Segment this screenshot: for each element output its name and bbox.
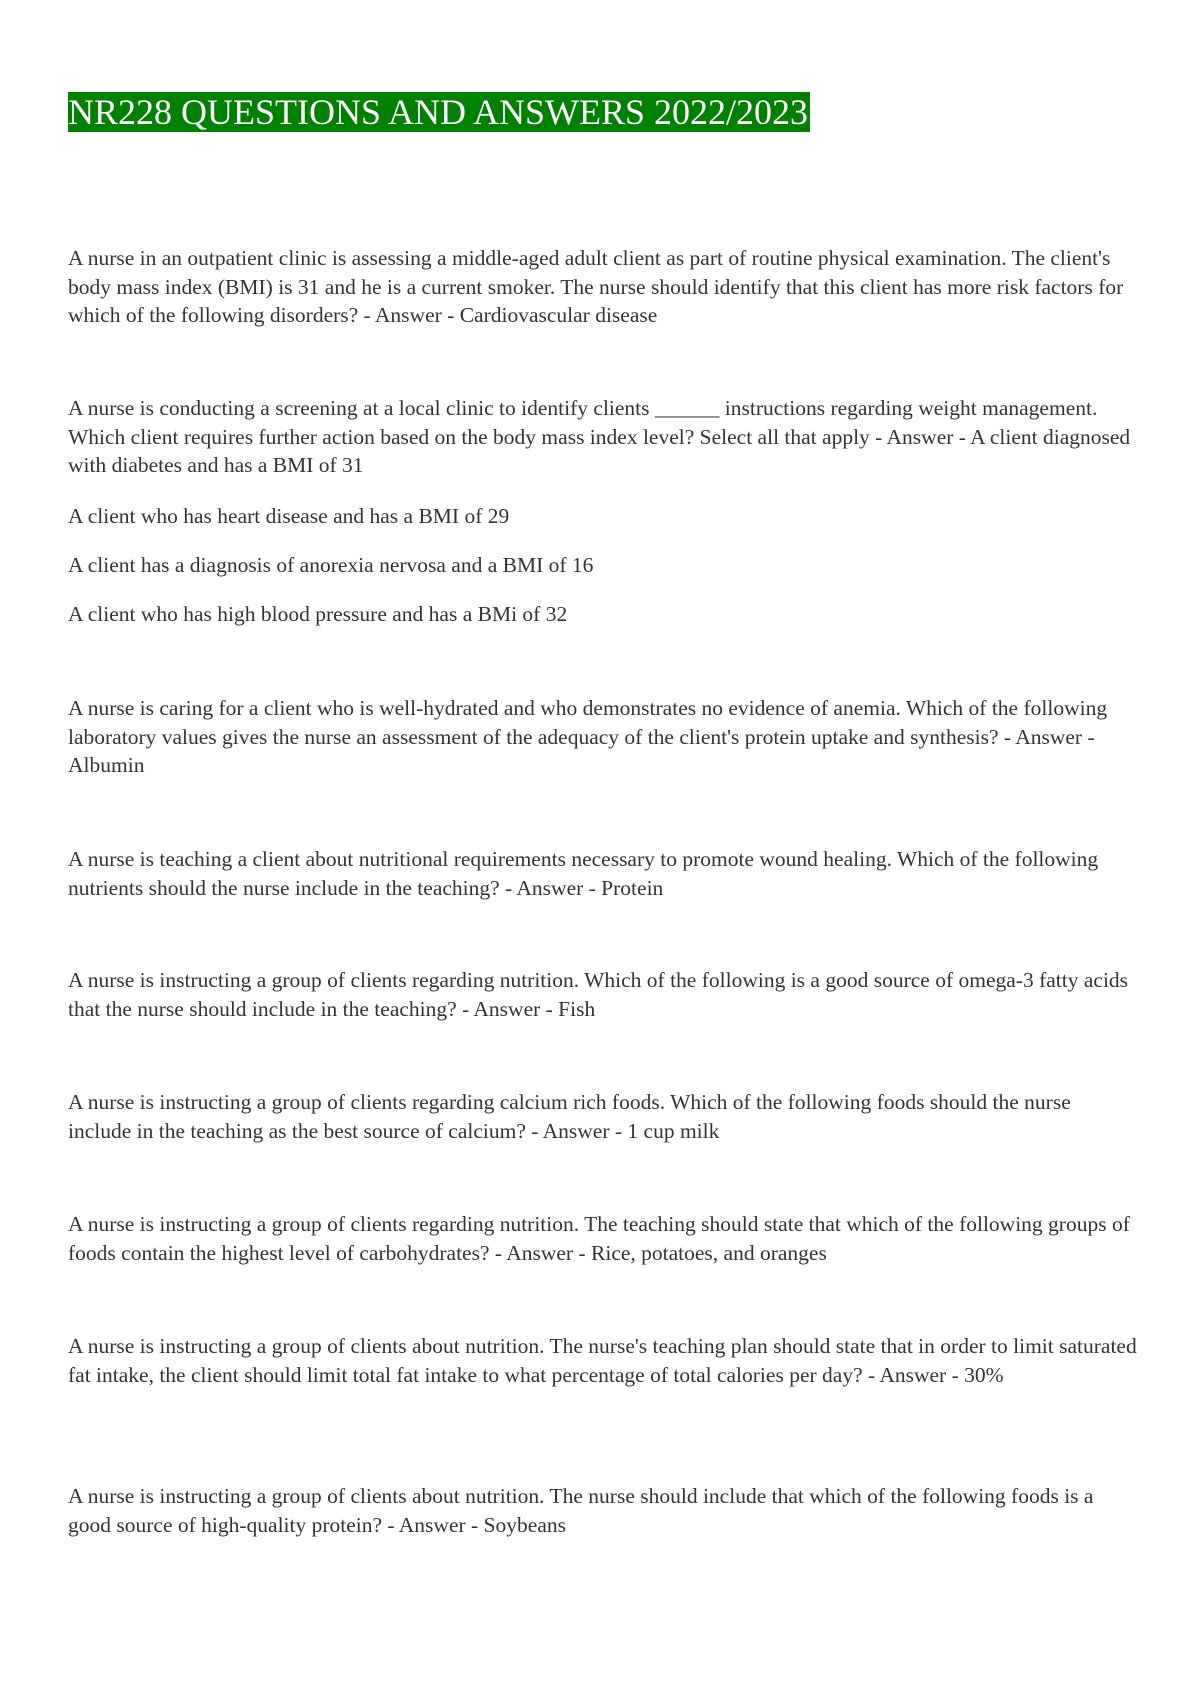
question-2: A nurse is conducting a screening at a local clinic to identify clients ______ instructions regarding weight management. Which client requires further action based on the body mass index level? Select all that apply - Answer - A client diagnosed with diabetes and has a BMI of 31 bbox=[68, 396, 1131, 477]
question-2-answer-3: A client has a diagnosis of anorexia nervosa and a BMI of 16 bbox=[68, 553, 594, 577]
question-7: A nurse is instructing a group of clients regarding nutrition. The teaching should state that which of the following groups of foods contain the highest level of carbohydrates? - Answer - Rice, potatoes, and oranges bbox=[68, 1212, 1130, 1265]
question-5: A nurse is instructing a group of clients regarding nutrition. Which of the following is a good source of omega-3 fatty acids that the nurse should include in the teaching? - Answer - Fish bbox=[68, 968, 1129, 1021]
question-8: A nurse is instructing a group of clients about nutrition. The nurse's teaching plan should state that in order to limit saturated fat intake, the client should limit total fat intake to what percentage of total calories per day? - Answer - 30% bbox=[68, 1334, 1137, 1387]
question-4: A nurse is teaching a client about nutritional requirements necessary to promote wound healing. Which of the following nutrients should the nurse include in the teaching? - Answer - Protein bbox=[68, 847, 1099, 900]
question-9: A nurse is instructing a group of clients about nutrition. The nurse should include that which of the following foods is a good source of high-quality protein? - Answer - Soybeans bbox=[68, 1484, 1094, 1537]
question-2-answer-2: A client who has heart disease and has a BMI of 29 bbox=[68, 504, 510, 528]
document-title: NR228 QUESTIONS AND ANSWERS 2022/2023 bbox=[68, 92, 809, 132]
question-2-answer-4: A client who has high blood pressure and has a BMi of 32 bbox=[68, 602, 568, 626]
question-1: A nurse in an outpatient clinic is assessing a middle-aged adult client as part of routine physical examination. The client's body mass index (BMI) is 31 and he is a current smoker. The nurse should identify that this client has more risk factors for which of the following disorders? - Answer - Cardiovascular disease bbox=[68, 246, 1124, 327]
question-6: A nurse is instructing a group of clients regarding calcium rich foods. Which of the following foods should the nurse include in the teaching as the best source of calcium? - Answer - 1 cup milk bbox=[68, 1090, 1071, 1143]
question-3: A nurse is caring for a client who is well-hydrated and who demonstrates no evidence of anemia. Which of the following laboratory values gives the nurse an assessment of the adequacy of the client's protein uptake and synthesis? - Answer - Albumin bbox=[68, 696, 1108, 777]
